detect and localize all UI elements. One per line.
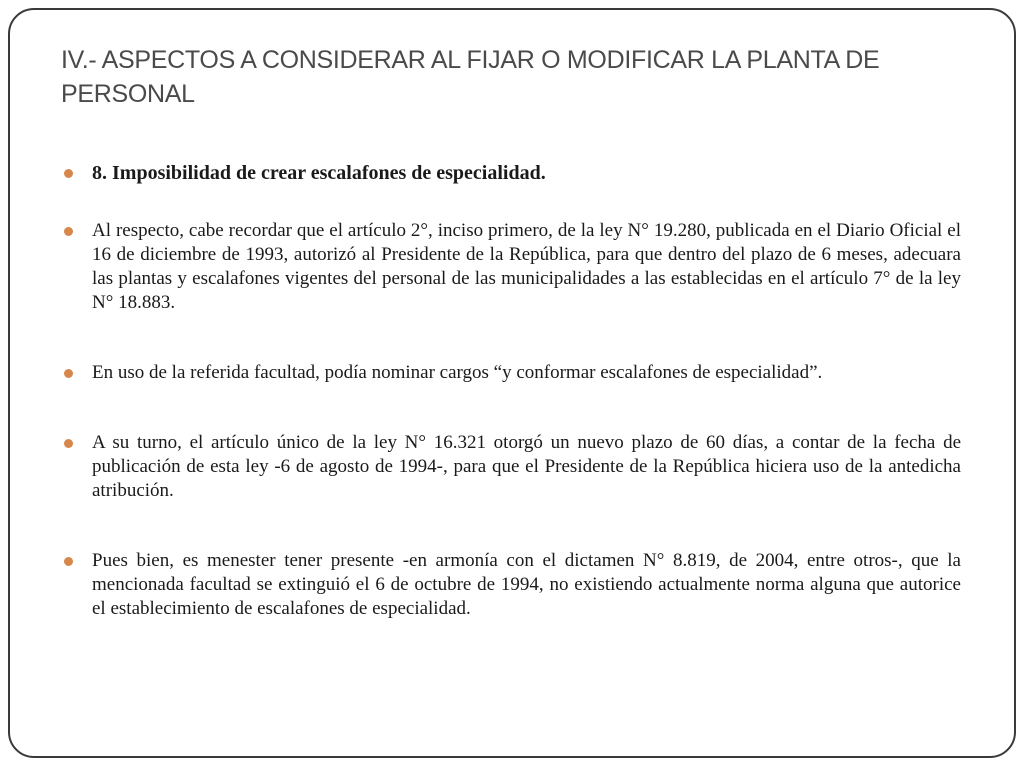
bullet-dot-icon [64, 227, 73, 236]
bullet-dot-icon [64, 557, 73, 566]
list-item-text: 8. Imposibilidad de crear escalafones de especialidad. [92, 162, 546, 184]
list-item [63, 219, 961, 315]
list-item-text: Pues bien, es menester tener presente -en armonía con el dictamen N° 8.819, de 2004, entre otros-, que la mencionada facultad se extinguió el 6 de octubre de 1994, no existiendo actualmente norma alguna que autorice el establecimiento de escalafones de especialidad. [92, 550, 961, 619]
slide-title: IV.- ASPECTOS A CONSIDERAR AL FIJAR O MODIFICAR LA PLANTA DE PERSONAL [61, 46, 880, 108]
list-item-text: En uso de la referida facultad, podía nominar cargos “y conformar escalafones de especialidad”. [92, 362, 823, 383]
bullet-dot-icon [64, 369, 73, 378]
list-item [63, 431, 961, 503]
bullet-list [63, 161, 961, 621]
list-item-text: A su turno, el artículo único de la ley N° 16.321 otorgó un nuevo plazo de 60 días, a contar de la fecha de publicación de esta ley -6 de agosto de 1994-, para que el Presidente de la República hiciera uso de la antedicha atribución. [92, 432, 961, 501]
list-item [63, 361, 961, 385]
bullet-dot-icon [64, 169, 73, 178]
list-item-text: Al respecto, cabe recordar que el artículo 2°, inciso primero, de la ley N° 19.280, publicada en el Diario Oficial el 16 de diciembre de 1993, autorizó al Presidente de la República, para que dentro del plazo de 6 meses, adecuara las plantas y escalafones vigentes del personal de las municipalidades a las establecidas en el artículo 7° de la ley N° 18.883. [92, 220, 961, 313]
list-item-heading [63, 161, 961, 185]
bullet-dot-icon [64, 439, 73, 448]
list-item [63, 549, 961, 621]
